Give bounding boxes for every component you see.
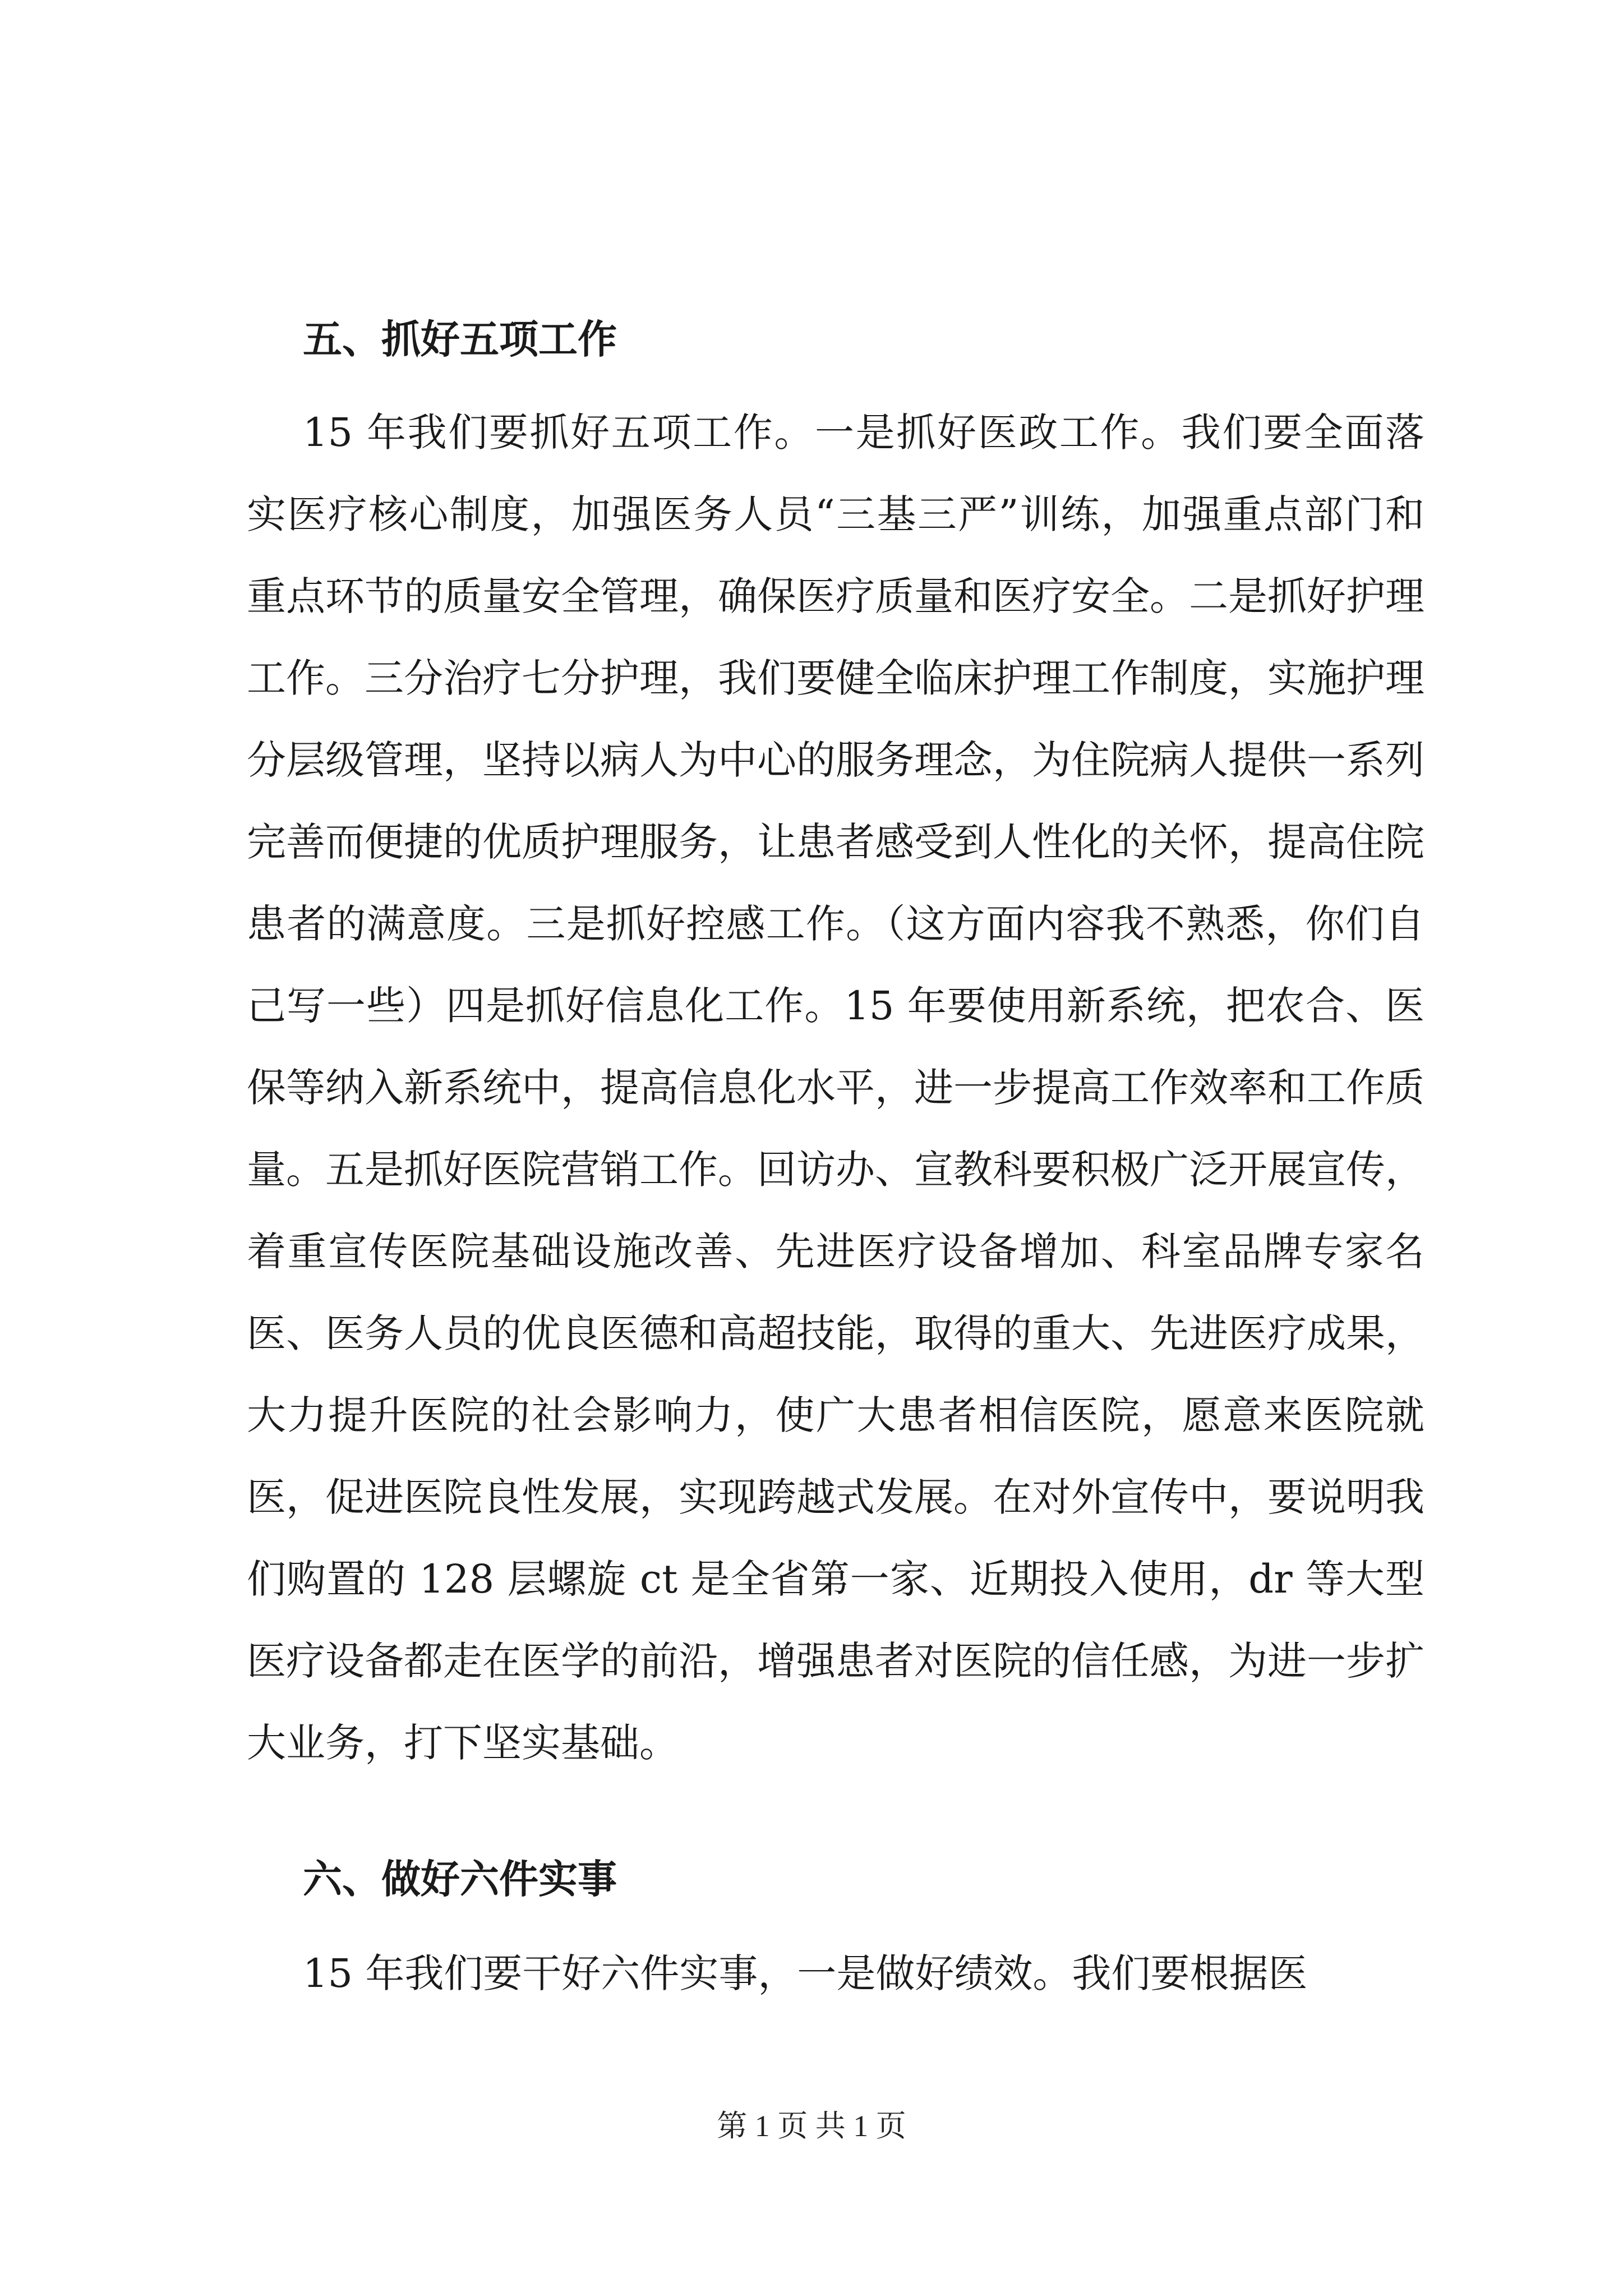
page-number-footer: 第 1 页 共 1 页 <box>717 2109 906 2143</box>
section-six-paragraph: 15 年我们要干好六件实事，一是做好绩效。我们要根据医 <box>303 1950 1308 1996</box>
section-heading-six: 六、做好六件实事 <box>303 1856 617 1902</box>
section-five-paragraph: 15 年我们要抓好五项工作。一是抓好医政工作。我们要全面落实医疗核心制度，加强医务人员“三基三严”训练，加强重点部门和重点环节的质量安全管理，确保医疗质量和医疗安全。二是抓好护理工作。三分治疗七分护理，我们要健全临床护理工作制度，实施护理分层级管理，坚持以病人为中心的服务理念，为住院病人提供一系列完善而便捷的优质护理服务，让患者感受到人性化的关怀，提高住院患者的满意度。三是抓好控感工作。（这方面内容我不熟悉，你们自己写一些）四是抓好信息化工作。15 年要使用新系统，把农合、医保等纳入新系统中，提高信息化水平，进一步提高工作效率和工作质量。五是抓好医院营销工作。回访办、宣教科要积极广泛开展宣传，着重宣传医院基础设施改善、先进医疗设备增加、科室品牌专家名医、医务人员的优良医德和高超技能，取得的重大、先进医疗成果，大力提升医院的社会影响力，使广大患者相信医院，愿意来医院就医，促进医院良性发展，实现跨越式发展。在对外宣传中，要说明我们购置的 128 层螺旋 ct 是全省第一家、近期投入使用，dr 等大型医疗设备都走在医学的前沿，增强患者对医院的信任感，为进一步扩大业务，打下坚实基础。 <box>247 409 1424 1766</box>
section-heading-five: 五、抓好五项工作 <box>303 316 617 362</box>
